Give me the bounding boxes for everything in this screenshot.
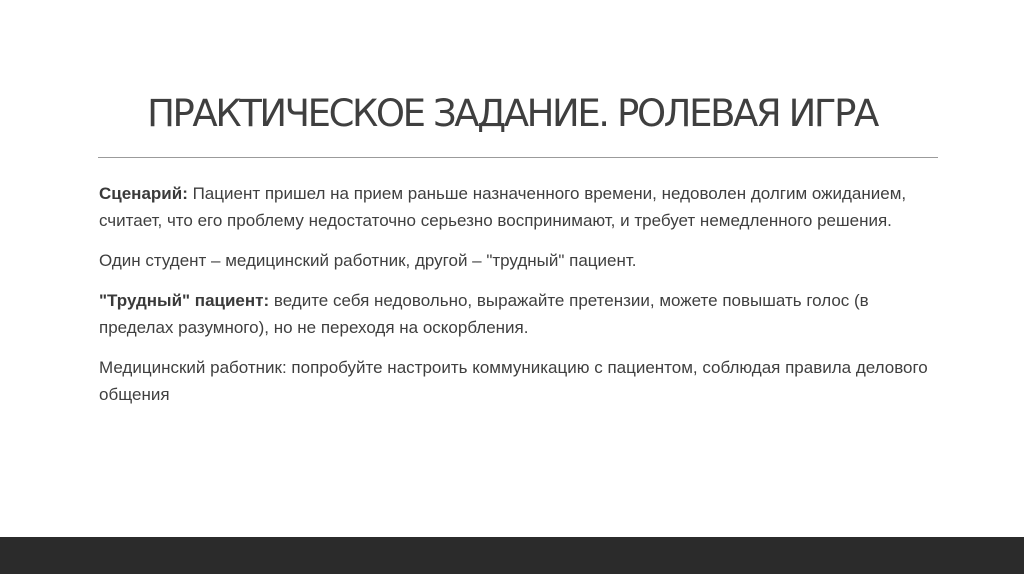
paragraph-difficult-patient — [99, 287, 929, 341]
medical-worker-text: Медицинский работник: попробуйте настроить коммуникацию с пациентом, соблюдая правила делового общения — [99, 358, 928, 404]
difficult-patient-text: ведите себя недовольно, выражайте претензии, можете повышать голос (в пределах разумного), но не переходя на оскорбления. — [99, 291, 869, 337]
footer-bar — [0, 537, 1024, 574]
roles-text: Один студент – медицинский работник, другой – "трудный" пациент. — [99, 251, 637, 270]
difficult-patient-label: "Трудный" пациент: — [99, 291, 270, 310]
title-divider — [98, 157, 938, 158]
paragraph-scenario — [99, 180, 929, 234]
paragraph-roles — [99, 247, 929, 274]
paragraph-medical-worker — [99, 354, 929, 408]
scenario-label: Сценарий: — [99, 184, 188, 203]
slide-body — [99, 180, 929, 421]
slide-title: ПРАКТИЧЕСКОЕ ЗАДАНИЕ. РОЛЕВАЯ ИГРА — [147, 92, 877, 135]
scenario-text: Пациент пришел на прием раньше назначенного времени, недоволен долгим ожиданием, считает, что его проблему недостаточно серьезно воспринимают, и требует немедленного решения. — [99, 184, 907, 230]
